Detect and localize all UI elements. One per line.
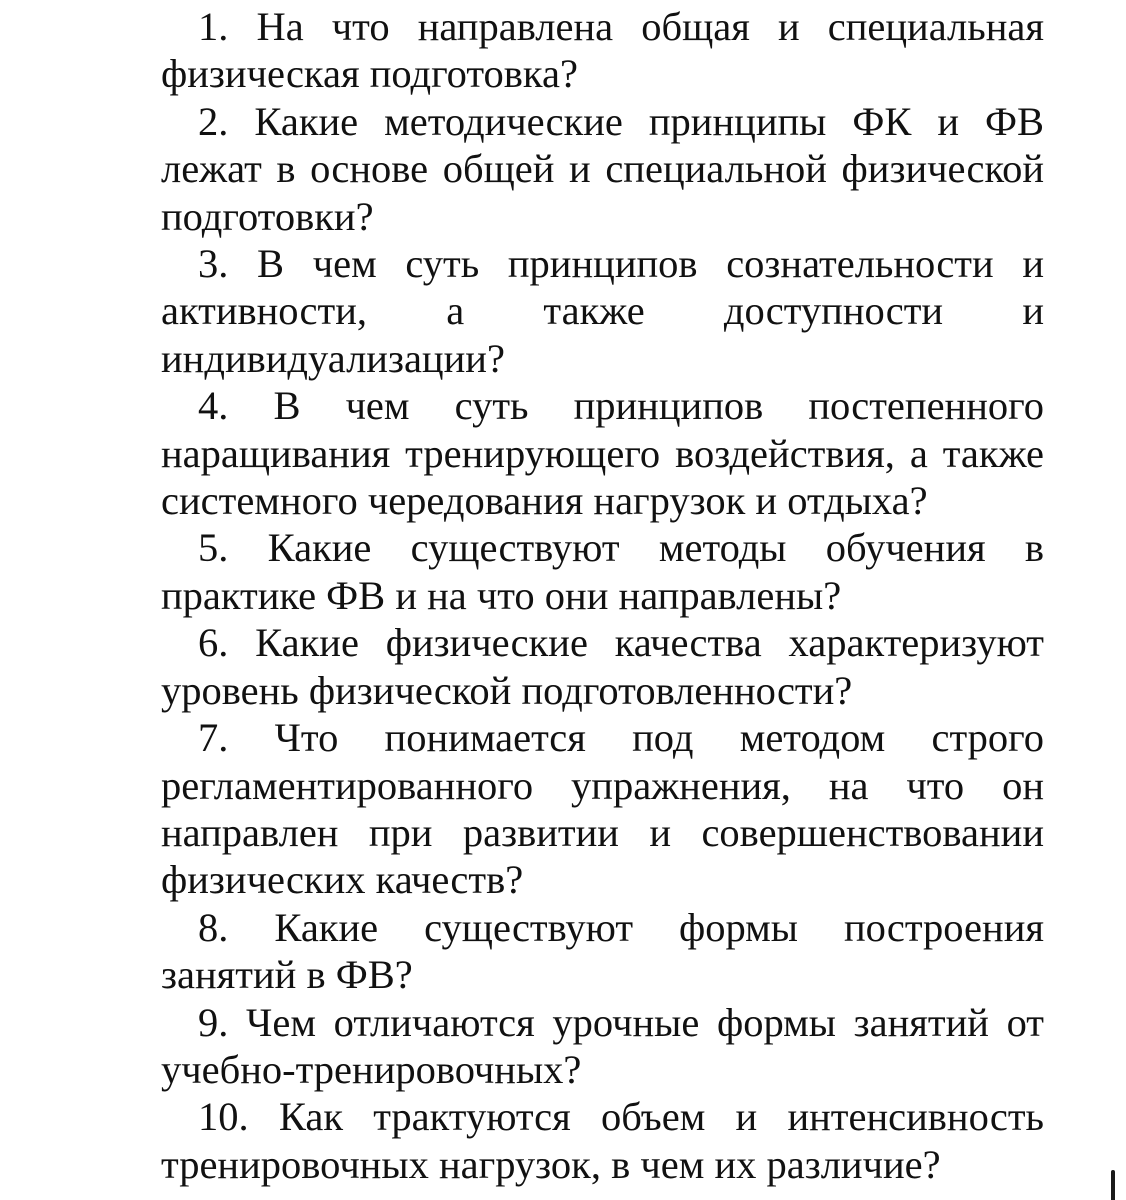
question-text: На что направлена общая и специальная физическая подготовка? [161, 4, 1045, 97]
question-8 [161, 904, 1044, 999]
question-text: Какие существуют формы построения занятий в ФВ? [161, 904, 1044, 998]
scrollbar-thumb[interactable] [1111, 1170, 1115, 1200]
question-4 [161, 382, 1044, 524]
question-2 [161, 98, 1044, 240]
question-text: Какие существуют методы обучения в практике ФВ и на что они направлены? [161, 525, 1045, 618]
question-text: Что понимается под методом строго регламентированного упражнения, на что он направлен при развитии и совершенствовании физических качеств? [161, 715, 1045, 903]
question-number: 9. [198, 999, 229, 1045]
question-5 [161, 524, 1044, 619]
question-number: 10. [198, 1094, 249, 1140]
question-text: Какие методические принципы ФК и ФВ лежат в основе общей и специальной физической подготовки? [161, 98, 1044, 239]
question-number: 5. [198, 525, 229, 571]
question-number: 4. [198, 383, 229, 429]
question-text: В чем суть принципов сознательности и активности, а также доступности и индивидуализации? [161, 241, 1045, 381]
question-3 [161, 240, 1044, 382]
question-number: 2. [198, 98, 229, 144]
question-6 [161, 619, 1044, 714]
question-text: Чем отличаются урочные формы занятий от учебно-тренировочных? [161, 999, 1044, 1092]
question-7 [161, 714, 1044, 904]
document-page [161, 3, 1044, 1188]
question-text: В чем суть принципов постепенного наращивания тренирующего воздействия, а также системного чередования нагрузок и отдыха? [161, 383, 1045, 524]
question-text: Какие физические качества характеризуют уровень физической подготовленности? [161, 620, 1045, 713]
question-number: 8. [198, 904, 229, 950]
question-1 [161, 3, 1044, 98]
question-number: 6. [198, 620, 229, 666]
question-number: 7. [198, 715, 229, 761]
question-text: Как трактуются объем и интенсивность тренировочных нагрузок, в чем их различие? [161, 1094, 1045, 1187]
question-9 [161, 999, 1044, 1094]
question-number: 1. [198, 4, 229, 49]
question-number: 3. [198, 241, 229, 287]
question-10 [161, 1093, 1044, 1188]
